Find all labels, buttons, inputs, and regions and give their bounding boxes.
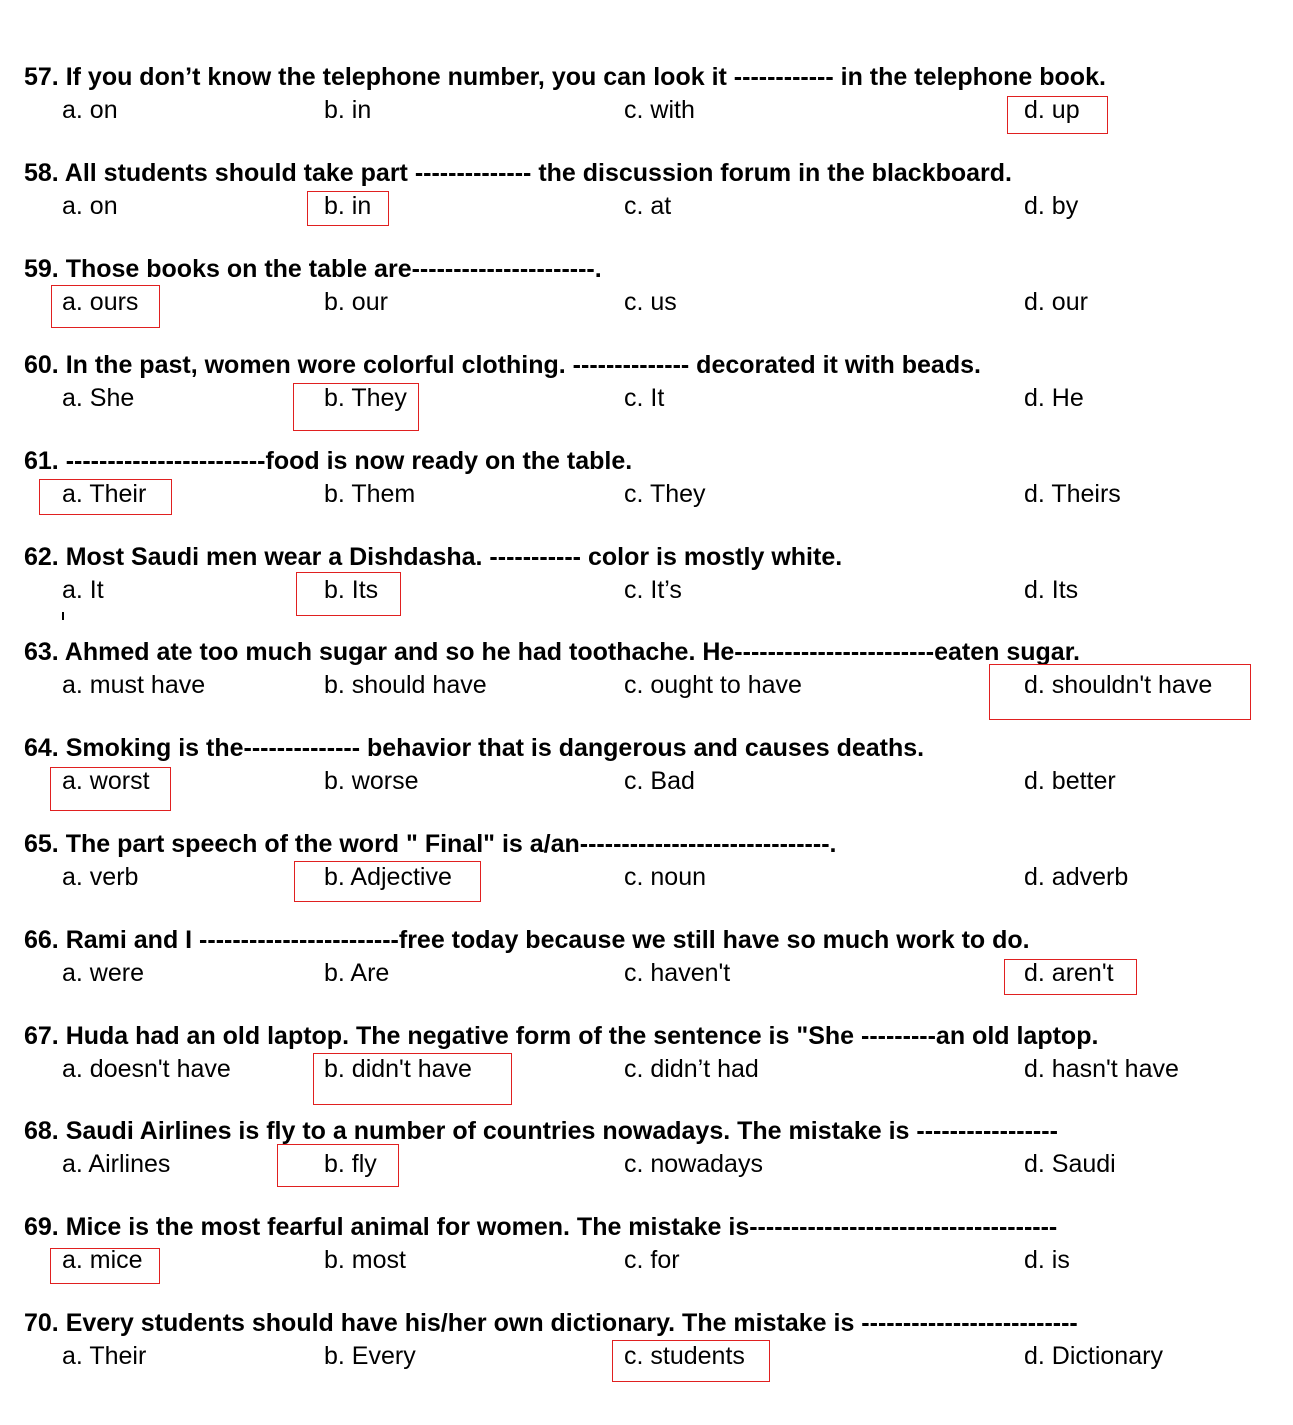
option-c: c. didn’t had [624,1055,759,1083]
answer-highlight-box [307,191,389,226]
stray-mark [62,612,64,620]
answer-highlight-box [1004,959,1137,995]
question-stem: 67. Huda had an old laptop. The negative form of the sentence is "She ---------an old laptop. [24,1022,1099,1050]
option-a: a. verb [62,863,139,891]
option-b: b. They [324,384,407,412]
answer-highlight-box [989,664,1251,720]
question-stem: 69. Mice is the most fearful animal for women. The mistake is------------------------------------- [24,1213,1058,1241]
option-a: a. Their [62,480,147,508]
option-b: b. worse [324,767,419,795]
option-d: d. is [1024,1246,1070,1274]
option-d: d. by [1024,192,1079,220]
option-c: c. for [624,1246,680,1274]
answer-highlight-box [51,285,160,328]
option-b: b. Its [324,576,379,604]
answer-highlight-box [296,572,401,616]
option-b: b. didn't have [324,1055,472,1083]
option-a: a. mice [62,1246,143,1274]
answer-highlight-box [50,767,171,811]
option-b: b. should have [324,671,487,699]
option-c: c. Bad [624,767,695,795]
answer-highlight-box [50,1248,160,1284]
option-a: a. She [62,384,135,412]
option-c: c. It [624,384,665,412]
option-d: d. shouldn't have [1024,671,1213,699]
option-d: d. Dictionary [1024,1342,1163,1370]
option-c: c. It’s [624,576,682,604]
question-stem: 59. Those books on the table are----------------------. [24,255,602,283]
question-stem: 62. Most Saudi men wear a Dishdasha. ----------- color is mostly white. [24,543,843,571]
option-a: a. Their [62,1342,147,1370]
option-c: c. haven't [624,959,731,987]
question-stem: 64. Smoking is the-------------- behavior that is dangerous and causes deaths. [24,734,925,762]
option-d: d. adverb [1024,863,1129,891]
option-d: d. up [1024,96,1080,124]
option-b: b. fly [324,1150,377,1178]
option-a: a. on [62,96,118,124]
option-d: d. our [1024,288,1088,316]
option-b: b. Them [324,480,416,508]
option-c: c. with [624,96,695,124]
option-d: d. Theirs [1024,480,1121,508]
question-stem: 58. All students should take part -------------- the discussion forum in the blackboard. [24,159,1013,187]
option-a: a. were [62,959,144,987]
option-b: b. Adjective [324,863,452,891]
question-stem: 65. The part speech of the word " Final" is a/an------------------------------. [24,830,837,858]
option-c: c. noun [624,863,707,891]
option-b: b. Are [324,959,390,987]
question-stem: 70. Every students should have his/her own dictionary. The mistake is -------------------------- [24,1309,1078,1337]
option-c: c. us [624,288,677,316]
question-stem: 68. Saudi Airlines is fly to a number of countries nowadays. The mistake is ----------------- [24,1117,1058,1145]
answer-highlight-box [313,1053,512,1105]
option-c: c. They [624,480,706,508]
answer-highlight-box [39,479,172,515]
option-c: c. nowadays [624,1150,763,1178]
option-d: d. hasn't have [1024,1055,1179,1083]
option-b: b. in [324,96,372,124]
option-a: a. worst [62,767,150,795]
option-b: b. Every [324,1342,416,1370]
option-c: c. at [624,192,672,220]
option-d: d. Saudi [1024,1150,1116,1178]
option-a: a. must have [62,671,206,699]
question-stem: 66. Rami and I ------------------------free today because we still have so much work to do. [24,926,1030,954]
option-d: d. better [1024,767,1116,795]
option-a: a. on [62,192,118,220]
option-b: b. our [324,288,388,316]
option-d: d. Its [1024,576,1079,604]
answer-highlight-box [612,1340,770,1382]
option-b: b. in [324,192,372,220]
option-a: a. doesn't have [62,1055,231,1083]
option-a: a. ours [62,288,139,316]
answer-highlight-box [294,861,481,902]
option-c: c. students [624,1342,745,1370]
option-d: d. He [1024,384,1084,412]
question-stem: 60. In the past, women wore colorful clothing. -------------- decorated it with beads. [24,351,981,379]
option-b: b. most [324,1246,406,1274]
option-d: d. aren't [1024,959,1114,987]
answer-highlight-box [277,1144,399,1187]
question-stem: 57. If you don’t know the telephone number, you can look it ------------ in the telephone book. [24,63,1106,91]
option-a: a. Airlines [62,1150,171,1178]
answer-highlight-box [293,383,419,431]
answer-highlight-box [1007,96,1108,134]
question-stem: 63. Ahmed ate too much sugar and so he had toothache. He------------------------eaten sugar. [24,638,1081,666]
option-a: a. It [62,576,104,604]
option-c: c. ought to have [624,671,802,699]
question-stem: 61. ------------------------food is now ready on the table. [24,447,633,475]
